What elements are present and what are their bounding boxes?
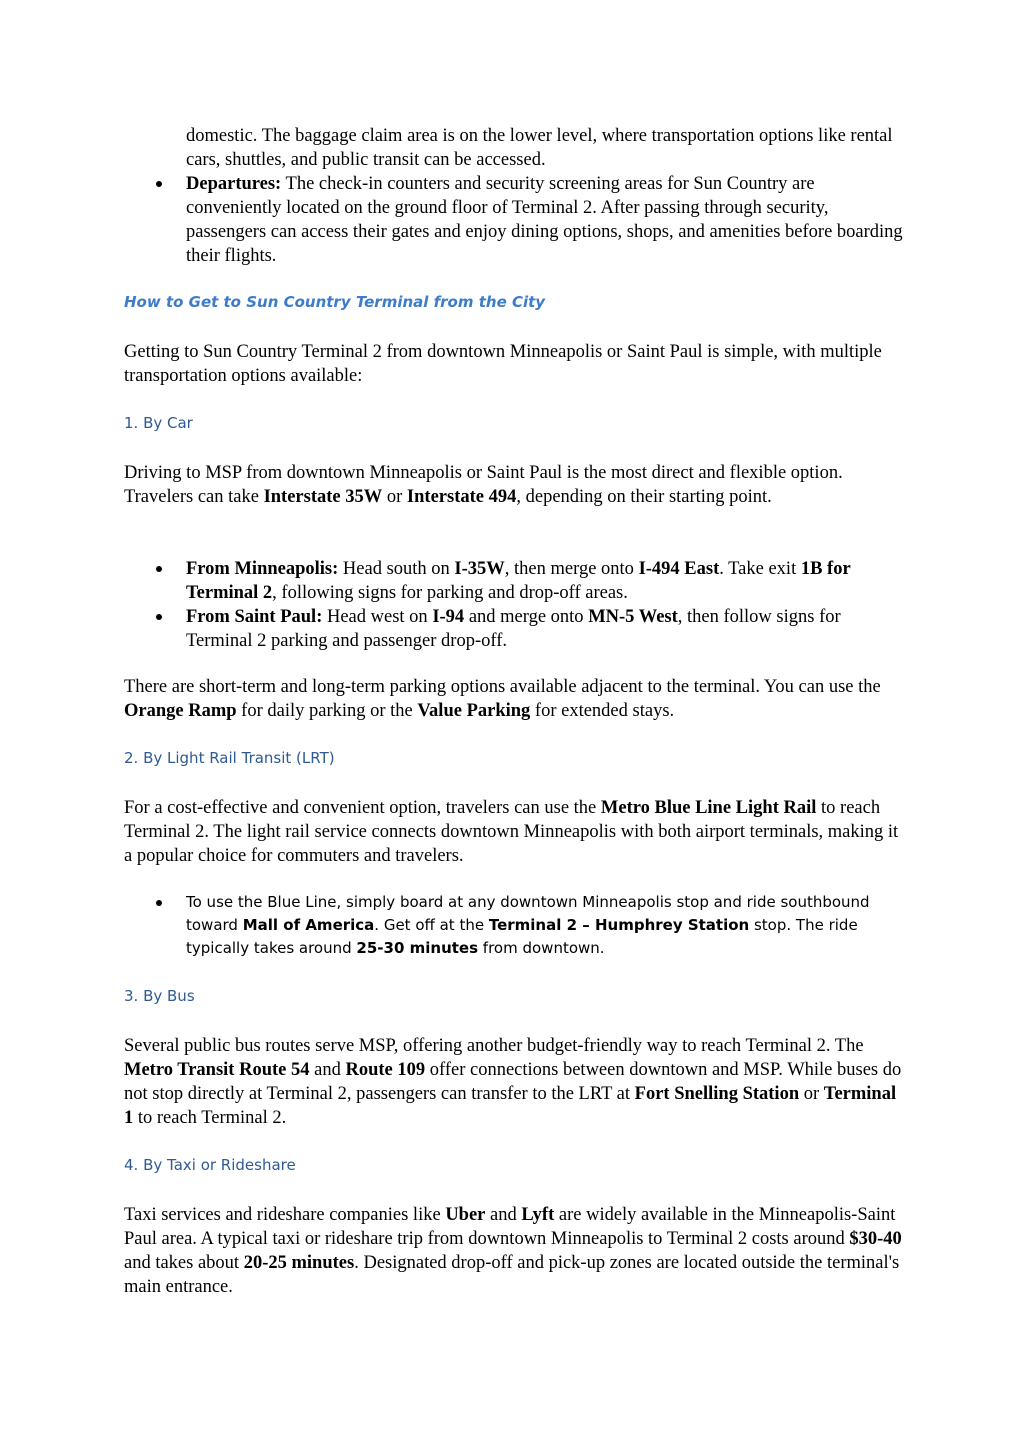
bullet-icon	[156, 566, 162, 572]
car-paragraph-2: There are short-term and long-term parking options available adjacent to the terminal. You can use the Orange Ramp for daily parking or the Value Parking for extended stays.	[124, 677, 881, 721]
heading-by-bus: 3. By Bus	[124, 987, 195, 1005]
lrt-paragraph-1: For a cost-effective and convenient option, travelers can use the Metro Blue Line Light Rail to reach Terminal 2. The light rail service connects downtown Minneapolis with both airport terminals, making it a popular choice for commuters and travelers.	[124, 798, 899, 866]
section-title: How to Get to Sun Country Terminal from the City	[124, 293, 546, 311]
departures-text: The check-in counters and security screening areas for Sun Country are conveniently located on the ground floor of Terminal 2. After passing through security, passengers can access their gates and enjoy dining options, shops, and amenities before boarding their flights.	[186, 174, 903, 266]
taxi-paragraph-1: Taxi services and rideshare companies like Uber and Lyft are widely available in the Minneapolis-Saint Paul area. A typical taxi or rideshare trip from downtown Minneapolis to Terminal 2 costs around $30-40 and takes about 20-25 minutes. Designated drop-off and pick-up zones are located outside the terminal's main entrance.	[124, 1205, 902, 1297]
intro-paragraph: Getting to Sun Country Terminal 2 from downtown Minneapolis or Saint Paul is simple, with multiple transportation options available:	[124, 342, 882, 386]
heading-by-car: 1. By Car	[124, 414, 193, 432]
bullet-icon	[156, 614, 162, 620]
bullet-icon	[156, 900, 162, 906]
lrt-list	[124, 891, 904, 960]
departures-label: Departures:	[186, 174, 282, 194]
bullet-icon	[156, 181, 162, 187]
list-item-blue-line: To use the Blue Line, simply board at any downtown Minneapolis stop and ride southbound toward Mall of America. Get off at the Terminal 2 – Humphrey Station stop. The ride typically takes around 25-30 minutes from downtown.	[124, 891, 904, 960]
heading-by-taxi: 4. By Taxi or Rideshare	[124, 1156, 296, 1174]
list-item-from-minneapolis: From Minneapolis: Head south on I-35W, then merge onto I-494 East. Take exit 1B for Terminal 2, following signs for parking and drop-off areas.	[124, 557, 904, 605]
arrivals-continuation: domestic. The baggage claim area is on the lower level, where transportation options like rental cars, shuttles, and public transit can be accessed.	[186, 126, 893, 170]
car-paragraph-1: Driving to MSP from downtown Minneapolis or Saint Paul is the most direct and flexible option. Travelers can take Interstate 35W or Interstate 494, depending on their starting point.	[124, 463, 843, 507]
heading-by-lrt: 2. By Light Rail Transit (LRT)	[124, 749, 335, 767]
bus-paragraph-1: Several public bus routes serve MSP, offering another budget-friendly way to reach Terminal 2. The Metro Transit Route 54 and Route 109 offer connections between downtown and MSP. While buses do not stop directly at Terminal 2, passengers can transfer to the LRT at Fort Snelling Station or Terminal 1 to reach Terminal 2.	[124, 1036, 902, 1128]
list-item-from-saint-paul: From Saint Paul: Head west on I-94 and merge onto MN-5 West, then follow signs for Terminal 2 parking and passenger drop-off.	[124, 605, 904, 653]
list-item-departures	[124, 172, 904, 268]
car-route-list	[124, 557, 904, 653]
departures-list	[124, 172, 904, 268]
